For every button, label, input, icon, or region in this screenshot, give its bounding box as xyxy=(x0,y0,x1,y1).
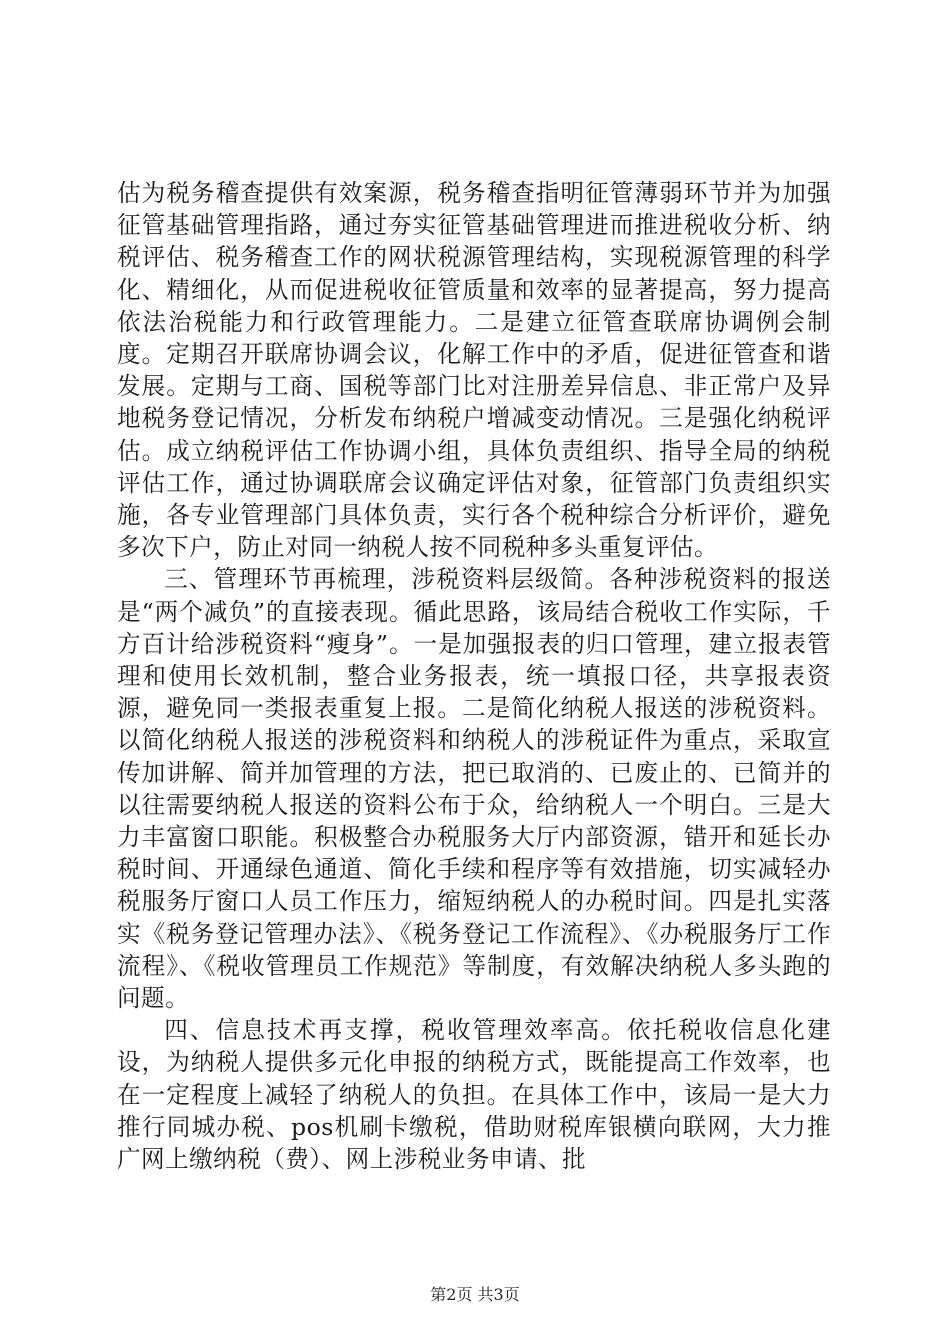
document-body xyxy=(117,177,831,1175)
paragraph-continuation: 估为税务稽查提供有效案源，税务稽查指明征管薄弱环节并为加强征管基础管理指路，通过夯实征管基础管理进而推进税收分析、纳税评估、税务稽查工作的网状税源管理结构，实现税源管理的科学化、精细化，从而促进税收征管质量和效率的显著提高，努力提高依法治税能力和行政管理能力。二是建立征管查联席协调例会制度。定期召开联席协调会议，化解工作中的矛盾，促进征管查和谐发展。定期与工商、国税等部门比对注册差异信息、非正常户及异地税务登记情况，分析发布纳税户增减变动情况。三是强化纳税评估。成立纳税评估工作协调小组，具体负责组织、指导全局的纳税评估工作，通过协调联席会议确定评估对象，征管部门负责组织实施，各专业管理部门具体负责，实行各个税种综合分析评价，避免多次下户，防止对同一纳税人按不同税种多头重复评估。 xyxy=(117,179,831,562)
page-footer: 第2页 共3页 xyxy=(430,1285,520,1304)
paragraph-section-four: 四、信息技术再支撑，税收管理效率高。依托税收信息化建设，为纳税人提供多元化申报的纳税方式，既能提高工作效率，也在一定程度上减轻了纳税人的负担。在具体工作中，该局一是大力推行同城办税、pos机刷卡缴税，借助财税库银横向联网，大力推广网上缴纳税（费）、网上涉税业务申请、批 xyxy=(117,1016,831,1174)
paragraph-section-three: 三、管理环节再梳理，涉税资料层级简。各种涉税资料的报送是“两个减负”的直接表现。循此思路，该局结合税收工作实际，千方百计给涉税资料“瘦身”。一是加强报表的归口管理，建立报表管理和使用长效机制，整合业务报表，统一填报口径，共享报表资源，避免同一类报表重复上报。二是简化纳税人报送的涉税资料。以简化纳税人报送的涉税资料和纳税人的涉税证件为重点，采取宣传加讲解、简并加管理的方法，把已取消的、已废止的、已简并的以往需要纳税人报送的资料公布于众，给纳税人一个明白。三是大力丰富窗口职能。积极整合办税服务大厅内部资源，错开和延长办税时间、开通绿色通道、简化手续和程序等有效措施，切实减轻办税服务厅窗口人员工作压力，缩短纳税人的办税时间。四是扎实落实《税务登记管理办法》、《税务登记工作流程》、《办税服务厅工作流程》、《税收管理员工作规范》等制度，有效解决纳税人多头跑的问题。 xyxy=(117,565,831,1013)
